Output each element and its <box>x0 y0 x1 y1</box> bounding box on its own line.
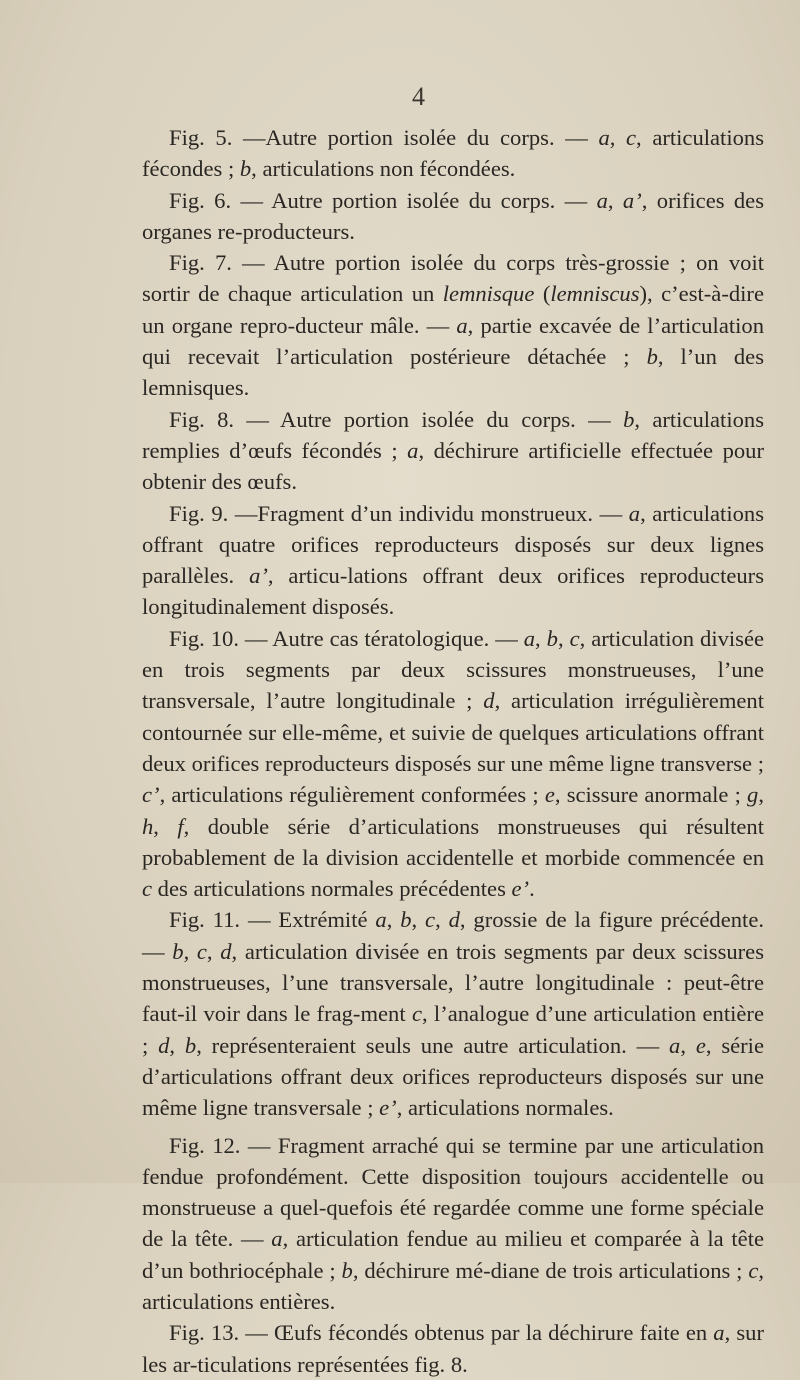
caption-fig-8: Fig. 8. — Autre portion isolée du corps. — b, articulations remplies d’œufs fécondés ; a, déchirure artificielle effectuée pour obtenir des œufs. <box>142 406 764 495</box>
caption-fig-7: Fig. 7. — Autre portion isolée du corps très-grossie ; on voit sortir de chaque articulation un lemnisque (lemniscus), c’est-à-dire un organe repro-ducteur mâle. — a, partie excavée de l’articulation qui recevait l’articulation postérieure détachée ; b, l’un des lemnisques. <box>142 250 764 401</box>
caption-fig-5: Fig. 5. —Autre portion isolée du corps. — a, c, articulations fécondes ; b, articulations non fécondées. <box>142 125 764 182</box>
page-number: 4 <box>412 82 425 111</box>
caption-fig-11: Fig. 11. — Extrémité a, b, c, d, grossie de la figure précédente. — b, c, d, articulation divisée en trois segments par deux scissures monstrueuses, l’une transversale, l’autre longitudinale : peut-être faut-il voir dans le frag-ment c, l’analogue d’une articulation entière ; d, b, représenteraient seuls une autre articulation. — a, e, série d’articulations offrant deux orifices reproducteurs disposés sur une même ligne transversale ; e’, articulations normales. <box>142 907 765 1121</box>
caption-fig-10: Fig. 10. — Autre cas tératologique. — a, b, c, articulation divisée en trois segments par deux scissures monstrueuses, l’une transversale, l’autre longitudinale ; d, articulation irrégulièrement contournée sur elle-même, et suivie de quelques articulations offrant deux orifices reproducteurs disposés sur une même ligne transverse ; c’, articulations régulièrement conformées ; e, scissure anormale ; g, h, f, double série d’articulations monstrueuses qui résultent probablement de la division accidentelle et morbide commencée en c des articulations normales précédentes e’. <box>142 625 765 902</box>
figure-captions <box>142 122 764 1380</box>
caption-fig-12: Fig. 12. — Fragment arraché qui se termine par une articulation fendue profondément. Cette disposition toujours accidentelle ou monstrueuse a quel-quefois été regardée comme une forme spéciale de la tête. — a, articulation fendue au milieu et comparée à la tête d’un bothriocéphale ; b, déchirure mé-diane de trois articulations ; c, articulations entières. <box>142 1132 765 1314</box>
caption-fig-6: Fig. 6. — Autre portion isolée du corps. — a, a’, orifices des organes re-producteurs. <box>142 187 765 244</box>
caption-fig-13: Fig. 13. — Œufs fécondés obtenus par la déchirure faite en a, sur les ar-ticulations représentées fig. 8. <box>142 1320 764 1377</box>
caption-fig-9: Fig. 9. —Fragment d’un individu monstrueux. — a, articulations offrant quatre orifices reproducteurs disposés sur deux lignes parallèles. a’, articu-lations offrant deux orifices reproducteurs longitudinalement disposés. <box>142 500 764 620</box>
